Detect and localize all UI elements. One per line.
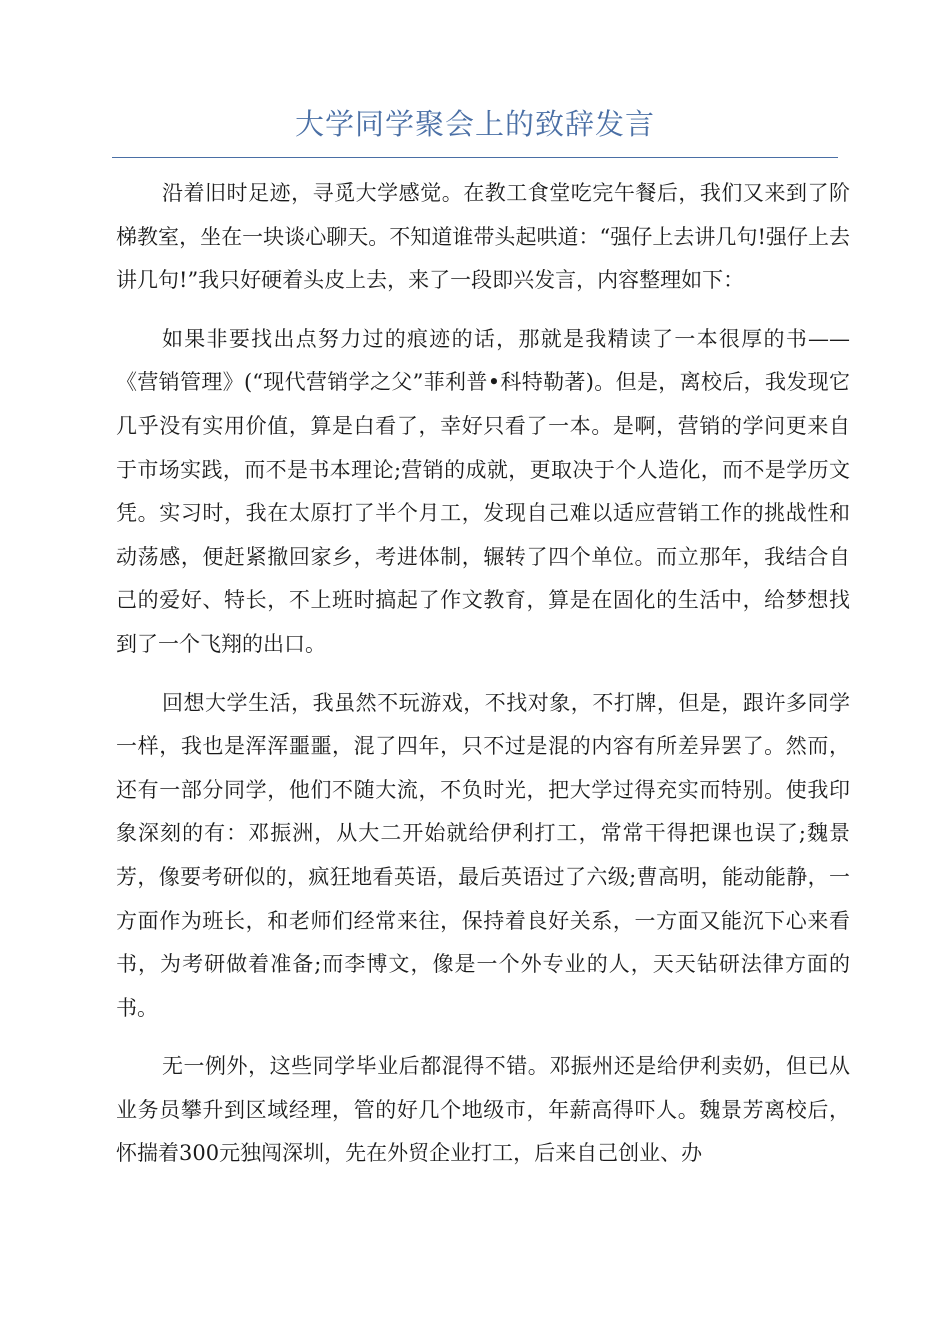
document-body xyxy=(116,172,850,1191)
document-title: 大学同学聚会上的致辞发言 xyxy=(294,107,655,141)
paragraph-2: 如果非要找出点努力过的痕迹的话，那就是我精读了一本很厚的书——《营销管理》(“现代营销学之父”菲利普•科特勒著)。但是，离校后，我发现它几乎没有实用价值，算是白看了，幸好只看了一本。是啊，营销的学问更来自于市场实践，而不是书本理论;营销的成就，更取决于个人造化，而不是学历文凭。实习时，我在太原打了半个月工，发现自己难以适应营销工作的挑战性和动荡感，便赶紧撤回家乡，考进体制，辗转了四个单位。而立那年，我结合自己的爱好、特长，不上班时搞起了作文教育，算是在固化的生活中，给梦想找到了一个飞翔的出口。 xyxy=(116,326,850,656)
paragraph-3: 回想大学生活，我虽然不玩游戏，不找对象，不打牌，但是，跟许多同学一样，我也是浑浑噩噩，混了四年，只不过是混的内容有所差异罢了。然而，还有一部分同学，他们不随大流，不负时光，把大学过得充实而特别。使我印象深刻的有：邓振洲，从大二开始就给伊利打工，常常干得把课也误了;魏景芳，像要考研似的，疯狂地看英语，最后英语过了六级;曹高明，能动能静，一方面作为班长，和老师们经常来往，保持着良好关系，一方面又能沉下心来看书，为考研做着准备;而李博文，像是一个外专业的人，天天钻研法律方面的书。 xyxy=(116,690,850,1020)
paragraph-1: 沿着旧时足迹，寻觅大学感觉。在教工食堂吃完午餐后，我们又来到了阶梯教室，坐在一块谈心聊天。不知道谁带头起哄道：“强仔上去讲几句!强仔上去讲几句!”我只好硬着头皮上去，来了一段即兴发言，内容整理如下： xyxy=(116,181,850,293)
paragraph-4: 无一例外，这些同学毕业后都混得不错。邓振州还是给伊利卖奶，但已从业务员攀升到区域经理，管的好几个地级市，年薪高得吓人。魏景芳离校后，怀揣着300元独闯深圳，先在外贸企业打工，后来自己创业、办 xyxy=(116,1054,850,1166)
title-divider xyxy=(112,157,838,158)
